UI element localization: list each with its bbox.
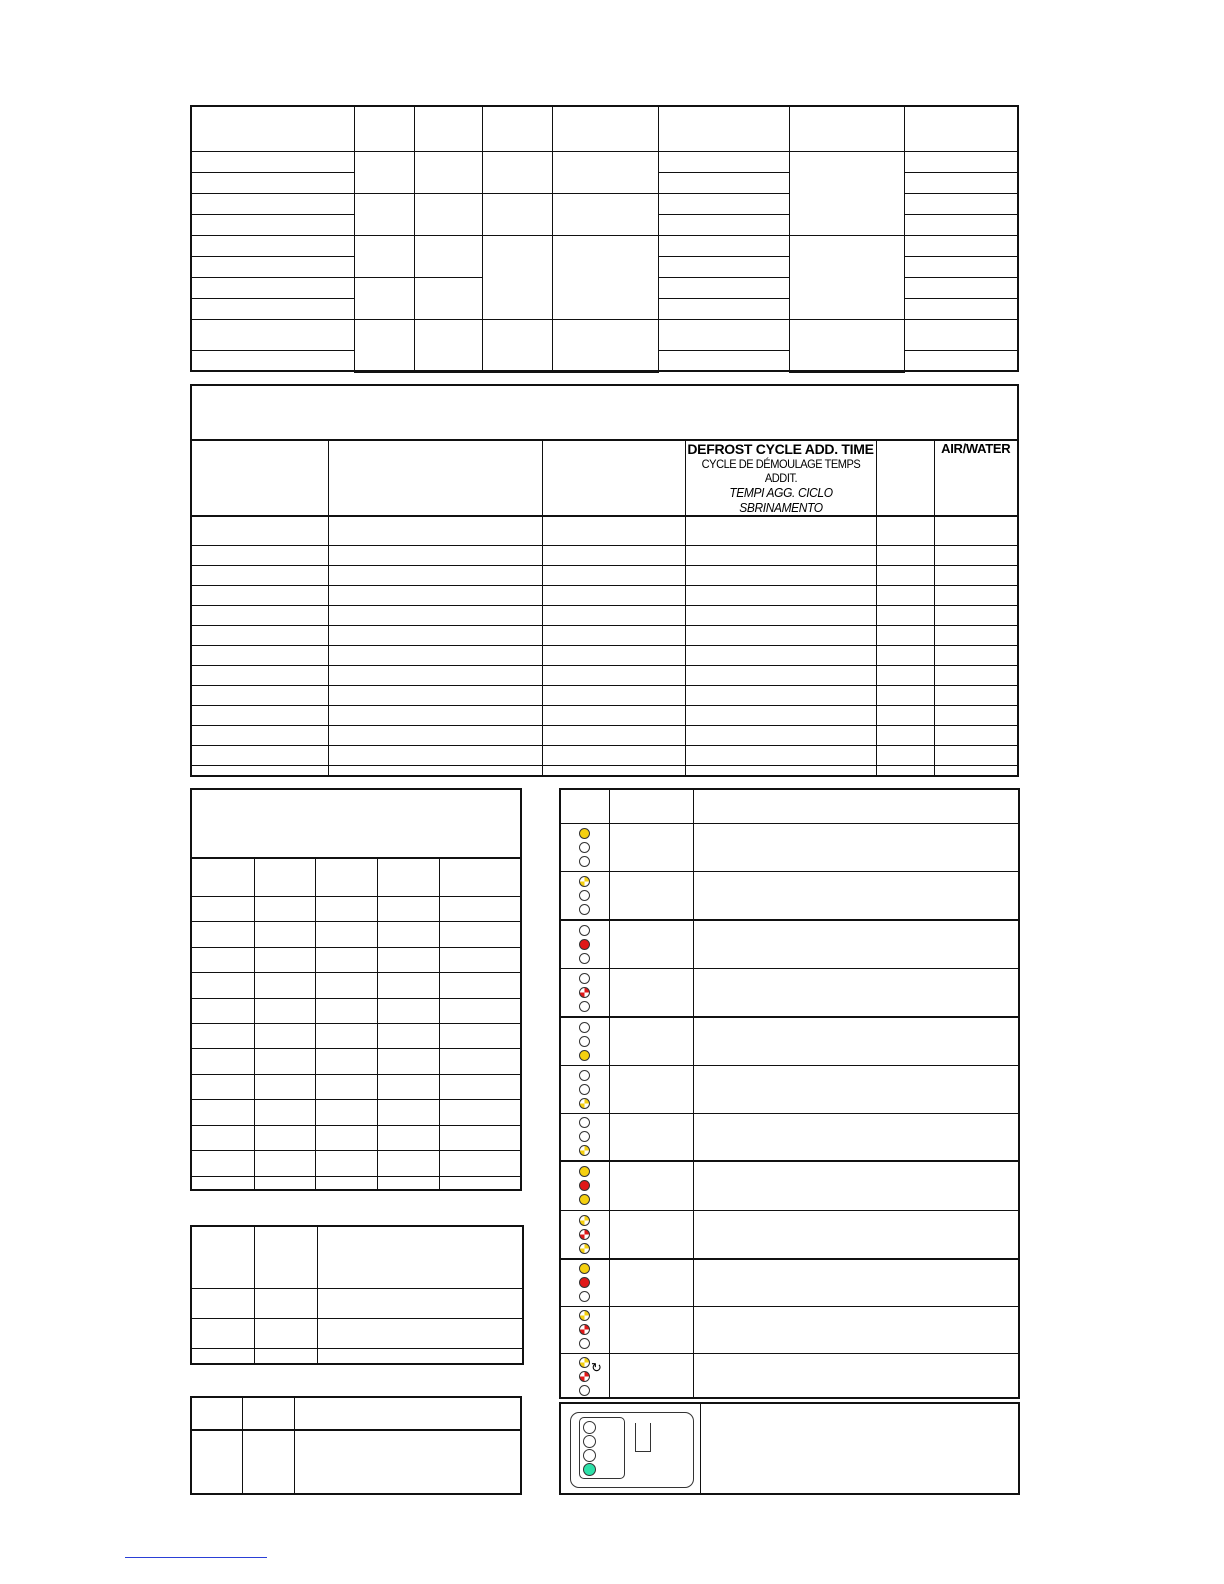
off-led-icon [579,1001,590,1012]
table-row [192,1023,520,1048]
panel-outline [570,1412,694,1488]
table-row [192,546,1017,566]
yellow-blink-led-icon [579,876,590,887]
off-led-icon [579,890,590,901]
table-row [192,1151,520,1176]
table-b-title-row [192,386,1017,440]
off-led-icon [579,1036,590,1047]
yellow-blink-led-icon [579,1357,590,1368]
panel-led-1 [583,1421,596,1434]
table-row [192,566,1017,586]
table-e-header [192,1398,520,1430]
table-d-header [192,1227,522,1288]
led-row [561,1065,1018,1113]
footer-link[interactable] [125,1557,267,1558]
table-row [192,606,1017,626]
table-b-grid [192,386,1017,775]
off-led-icon [579,1070,590,1081]
red-blink-led-icon [579,1324,590,1335]
table-row [192,1318,522,1348]
led-row [561,1017,1018,1065]
table-e-grid [192,1398,520,1493]
alternate-arrow-icon: ↺ [591,1359,602,1375]
off-led-icon [579,1117,590,1128]
off-led-icon [579,1338,590,1349]
led-row [561,920,1018,968]
control-panel-box [559,1402,1020,1495]
led-row [561,1210,1018,1259]
table-row [192,922,520,947]
table-row [192,516,1017,546]
table-row [192,725,1017,745]
table-row [192,1125,520,1150]
yellow-led-icon [579,1050,590,1061]
panel-divider [700,1404,701,1493]
table-row [192,665,1017,685]
table-b-header [192,440,1017,516]
led-row [561,1306,1018,1353]
table-row [192,1348,522,1363]
table-row [192,973,520,998]
off-led-icon [579,1291,590,1302]
panel-led-3 [583,1449,596,1462]
yellow-blink-led-icon [579,1243,590,1254]
led-cell-1 [561,871,609,920]
off-led-icon [579,904,590,915]
defrost-title-fr: CYCLE DE DÉMOULAGE TEMPS ADDIT. [701,457,860,485]
yellow-blink-led-icon [579,1145,590,1156]
yellow-led-icon [579,1166,590,1177]
table-row [192,1100,520,1125]
led-table-header [561,790,1018,823]
yellow-led-icon [579,1263,590,1274]
reset-switch-icon [635,1423,651,1452]
led-cell-11 [561,1353,609,1399]
led-cell-5 [561,1065,609,1113]
off-led-icon [579,925,590,936]
defrost-title-en: DEFROST CYCLE ADD. TIME [687,441,874,457]
yellow-blink-led-icon [579,1098,590,1109]
led-status-grid [561,790,1018,1399]
panel-led-power [583,1463,596,1476]
table-e [190,1396,522,1495]
table-row [192,896,520,921]
led-cell-0 [561,823,609,871]
led-stack [579,1417,625,1479]
led-cell-7 [561,1161,609,1210]
table-row [192,626,1017,646]
led-cell-10 [561,1306,609,1353]
led-row [561,968,1018,1017]
table-d-grid [192,1227,522,1363]
led-row [561,871,1018,920]
table-row [192,1049,520,1074]
table-row [192,947,520,972]
led-cell-2 [561,920,609,968]
red-blink-led-icon [579,1371,590,1382]
led-row [561,1161,1018,1210]
table-row [192,1074,520,1099]
off-led-icon [579,1022,590,1033]
table-row [192,1288,522,1318]
table-d [190,1225,524,1365]
led-row [561,1259,1018,1306]
table-c [190,788,522,1191]
table-row [192,586,1017,606]
off-led-icon [579,1084,590,1095]
table-row [192,765,1017,775]
table-row [192,858,520,896]
off-led-icon [579,842,590,853]
red-blink-led-icon [579,1229,590,1240]
led-cell-8 [561,1210,609,1259]
red-led-icon [579,1277,590,1288]
led-row [561,1353,1018,1399]
panel-led-2 [583,1435,596,1448]
red-blink-led-icon [579,987,590,998]
off-led-icon [579,1131,590,1142]
yellow-blink-led-icon [579,1310,590,1321]
led-status-table [559,788,1020,1399]
led-row [561,823,1018,871]
yellow-led-icon [579,828,590,839]
off-led-icon [579,856,590,867]
off-led-icon [579,973,590,984]
table-a [190,105,1019,372]
yellow-led-icon [579,1194,590,1205]
red-led-icon [579,1180,590,1191]
led-cell-9 [561,1259,609,1306]
table-row [192,1430,520,1493]
table-row [192,685,1017,705]
led-row [561,1113,1018,1161]
table-row [192,745,1017,765]
table-a-header [192,107,1017,151]
defrost-cycle-header [685,440,876,516]
table-row [192,1176,520,1189]
led-cell-3 [561,968,609,1017]
defrost-title-it: TEMPI AGG. CICLO SBRINAMENTO [728,485,833,515]
table-b [190,384,1019,777]
table-row [192,645,1017,665]
off-led-icon [579,953,590,964]
yellow-blink-led-icon [579,1215,590,1226]
table-c-grid [192,790,520,1189]
led-cell-4 [561,1017,609,1065]
air-water-header: AIR/WATER [934,440,1017,516]
red-led-icon [579,939,590,950]
table-c-title-row [192,790,520,858]
off-led-icon [579,1385,590,1396]
table-a-grid [192,107,1017,373]
table-row [192,705,1017,725]
table-row [192,998,520,1023]
led-cell-6 [561,1113,609,1161]
